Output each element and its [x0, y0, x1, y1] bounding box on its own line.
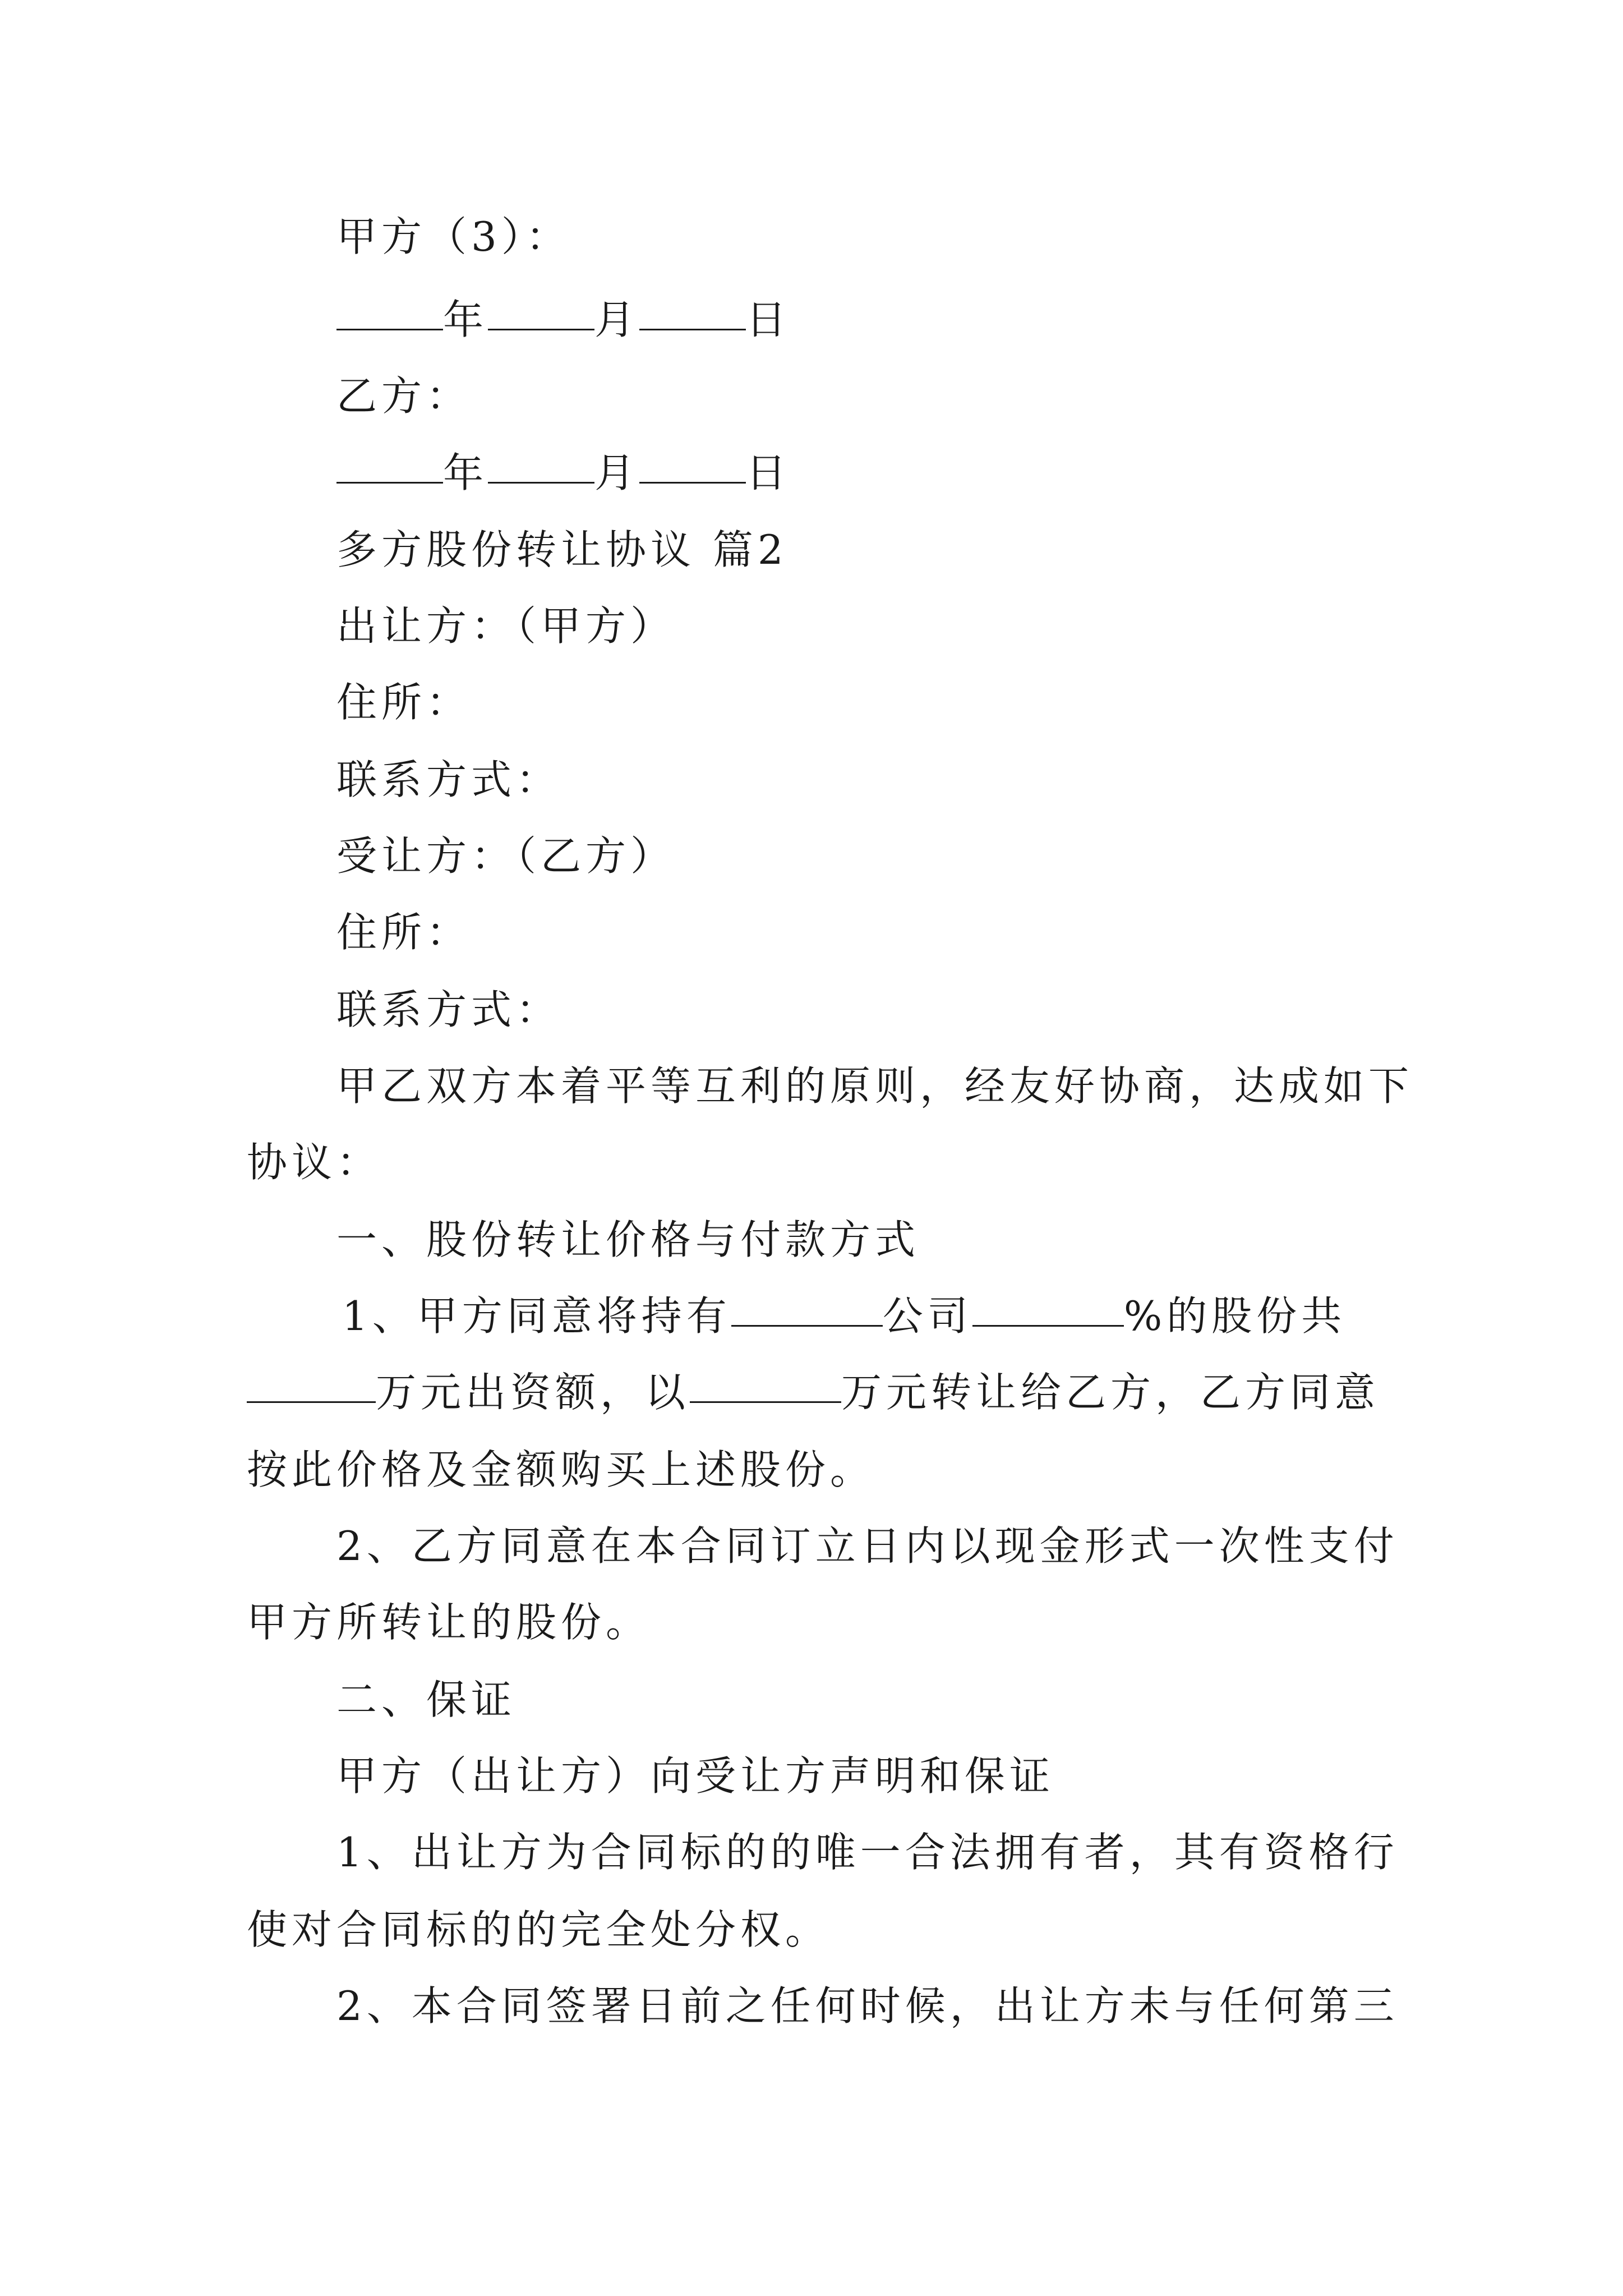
day-char: 日	[746, 449, 791, 496]
party-b-label: 乙方：	[336, 372, 472, 420]
preamble-text-cont: 协议：	[247, 1139, 382, 1186]
clause-1-1-line-3: 按此价格及金额购买上述股份。	[247, 1446, 875, 1493]
month-blank	[488, 329, 594, 330]
clause-1-1-line-2	[247, 1364, 1380, 1420]
year-blank	[336, 329, 443, 330]
transferee-contact-label: 联系方式：	[336, 986, 561, 1033]
clause-1-1-text-e: 万元转让给乙方，乙方同意	[841, 1369, 1380, 1416]
clause-2-2-line: 2、本合同签署日前之任何时候，出让方未与任何第三	[336, 1982, 1399, 2030]
clause-1-1-line	[342, 1288, 1346, 1344]
party-a3-label: 甲方（3）：	[336, 213, 571, 260]
party-b-date-line	[336, 445, 791, 501]
transferor-label: 出让方：（甲方）	[336, 602, 676, 650]
clause-1-1-text-a: 1、甲方同意将持有	[342, 1292, 731, 1340]
month-char: 月	[594, 449, 640, 496]
month-char: 月	[594, 296, 640, 343]
clause-1-2-line: 2、乙方同意在本合同订立日内以现金形式一次性支付	[336, 1522, 1399, 1570]
company-blank	[731, 1325, 883, 1327]
section-heading: 多方股份转让协议 篇2	[336, 526, 788, 573]
day-char: 日	[746, 296, 791, 343]
preamble-text: 甲乙双方本着平等互利的原则，经友好协商，达成如下	[336, 1062, 1414, 1110]
price-blank	[690, 1401, 841, 1403]
transferee-label: 受让方：（乙方）	[336, 832, 676, 880]
clause-1-1-text-d: 万元出资额，以	[376, 1369, 690, 1416]
day-blank	[639, 482, 746, 484]
clause-1-1-text-b: 公司	[882, 1292, 972, 1340]
year-char: 年	[443, 296, 488, 343]
transferor-address-label: 住所：	[336, 679, 472, 726]
transferee-address-label: 住所：	[336, 909, 472, 956]
transferor-contact-label: 联系方式：	[336, 756, 561, 803]
clause-2-intro: 甲方（出让方）向受让方声明和保证	[336, 1752, 1055, 1800]
clause-2-heading: 二、保证	[336, 1676, 517, 1723]
year-blank	[336, 482, 443, 484]
clause-1-1-text-c: %的股份共	[1123, 1292, 1347, 1340]
percent-blank	[972, 1325, 1124, 1327]
clause-2-1-line-2: 使对合同标的的完全处分权。	[247, 1906, 831, 1953]
clause-1-2-line-2: 甲方所转让的股份。	[247, 1599, 651, 1646]
clause-2-1-line: 1、出让方为合同标的的唯一合法拥有者，其有资格行	[336, 1829, 1399, 1876]
party-a3-date-line	[336, 292, 791, 348]
capital-blank	[247, 1401, 376, 1403]
clause-1-heading: 一、股份转让价格与付款方式	[336, 1216, 920, 1263]
year-char: 年	[443, 449, 488, 496]
month-blank	[488, 482, 594, 484]
day-blank	[639, 329, 746, 330]
